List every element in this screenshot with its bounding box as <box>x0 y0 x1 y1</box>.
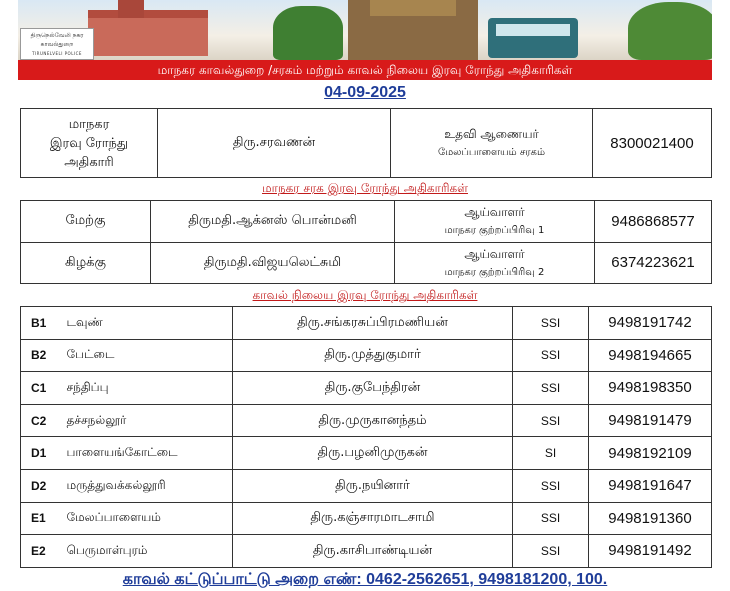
station-officers-table <box>20 306 712 568</box>
range-officer-phone: 9486868577 <box>595 201 712 243</box>
station-code: D2 <box>21 469 61 502</box>
station-code: E2 <box>21 535 61 568</box>
police-logo <box>20 28 94 60</box>
station-officer-name: திரு.குபேந்திரன் <box>233 372 513 405</box>
logo-line3: TIRUNELVELI POLICE <box>32 51 82 56</box>
city-officer-phone: 8300021400 <box>593 109 712 178</box>
station-officer-phone: 9498191360 <box>589 502 712 535</box>
tower-illustration <box>118 0 144 18</box>
station-row <box>21 437 712 470</box>
date-text: 04-09-2025 <box>324 84 406 101</box>
city-officer-designation <box>391 109 593 178</box>
station-code: D1 <box>21 437 61 470</box>
officer-rank: SSI <box>513 339 589 372</box>
building-illustration <box>88 10 208 56</box>
officer-rank: SSI <box>513 535 589 568</box>
temple-tower-illustration <box>370 0 456 16</box>
range-officer-name: திருமதி.ஆக்னஸ் பொன்மனி <box>151 201 395 243</box>
officer-rank: SSI <box>513 307 589 340</box>
station-code: B1 <box>21 307 61 340</box>
station-name: பாளையங்கோட்டை <box>61 437 233 470</box>
designation-line2: மாநகர குற்றப்பிரிவு 2 <box>444 266 545 278</box>
station-row <box>21 535 712 568</box>
designation-line1: ஆய்வாளர் <box>464 246 525 261</box>
label-line3: அதிகாரி <box>64 154 114 170</box>
station-name: மேலப்பாளையம் <box>61 502 233 535</box>
range-officer-phone: 6374223621 <box>595 242 712 284</box>
station-name: பெருமாள்புரம் <box>61 535 233 568</box>
station-row <box>21 339 712 372</box>
station-code: C1 <box>21 372 61 405</box>
range-officer-name: திருமதி.விஜயலெட்சுமி <box>151 242 395 284</box>
range-officer-designation <box>395 242 595 284</box>
station-officers-title <box>0 288 730 304</box>
station-officer-name: திரு.நயினார் <box>233 469 513 502</box>
range-officers-title <box>0 181 730 197</box>
control-room-footer <box>0 570 730 590</box>
station-row <box>21 307 712 340</box>
designation-line1: உதவி ஆணையர் <box>444 127 539 141</box>
tree-illustration-right <box>628 2 712 60</box>
station-officer-phone: 9498191492 <box>589 535 712 568</box>
station-officer-name: திரு.பழனிமுருகன் <box>233 437 513 470</box>
station-officer-phone: 9498191647 <box>589 469 712 502</box>
range-name: கிழக்கு <box>21 242 151 284</box>
station-officer-phone: 9498198350 <box>589 372 712 405</box>
logo-line1: திருநெல்வேலி நகர <box>30 32 84 39</box>
station-name: டவுண் <box>61 307 233 340</box>
station-officer-name: திரு.முருகானந்தம் <box>233 404 513 437</box>
range-row <box>21 201 712 243</box>
bus-window-illustration <box>496 24 570 36</box>
station-code: E1 <box>21 502 61 535</box>
station-officer-name: திரு.சங்கரசுப்பிரமணியன் <box>233 307 513 340</box>
station-row <box>21 469 712 502</box>
officer-rank: SSI <box>513 372 589 405</box>
range-title-text: மாநகர சரக இரவு ரோந்து அதிகாரிகள் <box>262 181 468 195</box>
station-officer-name: திரு.கஞ்சாரமாடசாமி <box>233 502 513 535</box>
station-name: பேட்டை <box>61 339 233 372</box>
station-officer-name: திரு.முத்துகுமார் <box>233 339 513 372</box>
range-name: மேற்கு <box>21 201 151 243</box>
range-officer-designation <box>395 201 595 243</box>
logo-line2: காவல்துறை <box>40 41 74 48</box>
station-officer-name: திரு.காசிபாண்டியன் <box>233 535 513 568</box>
officer-rank: SSI <box>513 404 589 437</box>
station-officer-phone: 9498191742 <box>589 307 712 340</box>
footer-text: காவல் கட்டுப்பாட்டு அறை எண்: 0462-2562651, 9498181200, 100. <box>122 571 608 588</box>
station-officer-phone: 9498194665 <box>589 339 712 372</box>
designation-line1: ஆய்வாளர் <box>464 205 525 220</box>
label-line2: இரவு ரோந்து <box>49 135 129 151</box>
city-officer-name: திரு.சரவணன் <box>158 109 391 178</box>
range-row <box>21 242 712 284</box>
header-banner-image <box>18 0 712 60</box>
officer-rank: SSI <box>513 469 589 502</box>
city-officer-label <box>21 109 158 178</box>
date-heading <box>0 84 730 102</box>
station-name: தச்சநல்லூர் <box>61 404 233 437</box>
station-code: C2 <box>21 404 61 437</box>
station-title-text: காவல் நிலைய இரவு ரோந்து அதிகாரிகள் <box>252 288 478 302</box>
range-officers-table <box>20 200 712 284</box>
station-officer-phone: 9498191479 <box>589 404 712 437</box>
station-name: சந்திப்பு <box>61 372 233 405</box>
tree-illustration <box>273 6 343 60</box>
header-title-bar: மாநகர காவல்துறை /சரகம் மற்றும் காவல் நிலைய இரவு ரோந்து அதிகாரிகள் <box>18 60 712 80</box>
station-row <box>21 404 712 437</box>
station-name: மருத்துவக்கல்லூரி <box>61 469 233 502</box>
officer-rank: SI <box>513 437 589 470</box>
officer-rank: SSI <box>513 502 589 535</box>
city-officer-table <box>20 108 712 178</box>
station-table-body <box>21 307 712 568</box>
station-row <box>21 502 712 535</box>
label-line1: மாநகர <box>68 116 110 132</box>
station-code: B2 <box>21 339 61 372</box>
designation-line2: மாநகர குற்றப்பிரிவு 1 <box>444 225 545 237</box>
station-row <box>21 372 712 405</box>
designation-line2: மேலப்பாளையம் சரகம் <box>438 147 545 158</box>
station-officer-phone: 9498192109 <box>589 437 712 470</box>
city-officer-row <box>21 109 712 178</box>
